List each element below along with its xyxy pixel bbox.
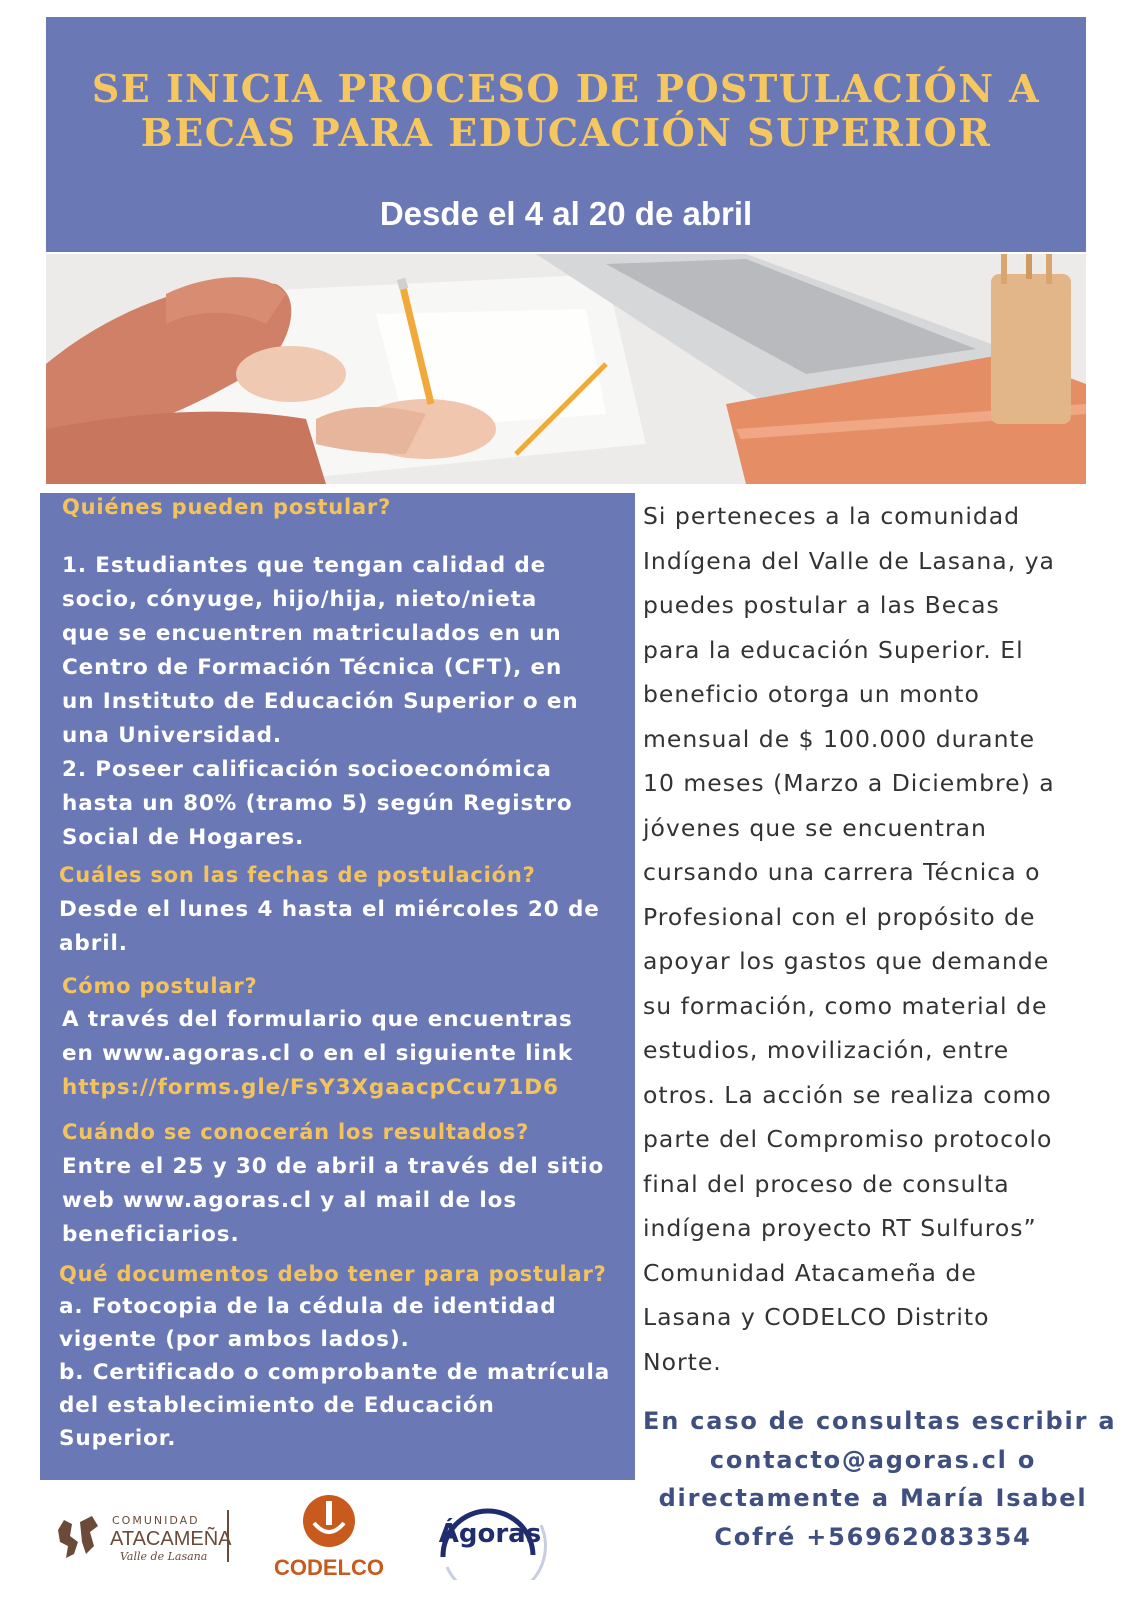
contact-phone: Cofré +56962083354: [714, 1522, 1032, 1551]
answer-text: [59, 893, 600, 961]
form-link[interactable]: https://forms.gle/FsY3XgaacpCcu71D6: [62, 1075, 559, 1100]
contact-line: En caso de consultas escribir a: [643, 1407, 1117, 1435]
paragraph-line: beneficio otorga un monto: [643, 680, 980, 708]
answer-line: 2. Poseer calificación socioeconómica: [62, 757, 552, 782]
title-line: SE INICIA PROCESO DE POSTULACIÓN A: [91, 66, 1041, 111]
paragraph-line: Profesional con el propósito de: [643, 902, 1036, 931]
contact-email[interactable]: contacto@agoras.cl o: [709, 1445, 1037, 1474]
page-title: [86, 67, 1046, 155]
question-heading: Qué documentos debo tener para postular?: [59, 1262, 607, 1286]
question-heading: Quiénes pueden postular?: [62, 495, 392, 519]
answer-line: un Instituto de Educación Superior o en: [62, 689, 579, 714]
answer-text: [62, 1150, 604, 1252]
atacamena-top-text: COMUNIDAD: [112, 1514, 200, 1527]
answer-line: 1. Estudiantes que tengan calidad de: [62, 553, 547, 578]
paragraph-line: otros. La acción se realiza como: [643, 1080, 1052, 1109]
paragraph-line: 10 meses (Marzo a Diciembre) a: [643, 769, 1055, 797]
answer-line: socio, cónyuge, hijo/hija, nieto/nieta: [62, 587, 538, 612]
paragraph-line: cursando una carrera Técnica o: [643, 858, 1041, 886]
answer-line: Desde el lunes 4 hasta el miércoles 20 de: [59, 897, 600, 922]
atacamena-sub-text: Valle de Lasana: [120, 1550, 208, 1563]
answer-line: A través del formulario que encuentras: [62, 1007, 573, 1032]
answer-line: Social de Hogares.: [62, 825, 305, 850]
paragraph-line: estudios, movilización, entre: [643, 1036, 1010, 1064]
codelco-text: CODELCO: [274, 1555, 384, 1580]
question-heading: Cuándo se conocerán los resultados?: [62, 1120, 530, 1144]
answer-line: en www.agoras.cl o en el siguiente link: [62, 1041, 574, 1066]
paragraph-line: indígena proyecto RT Sulfuros”: [643, 1214, 1037, 1242]
answer-line: hasta un 80% (tramo 5) según Registro: [62, 791, 573, 816]
paragraph-line: jóvenes que se encuentran: [643, 813, 987, 842]
question-heading: Cómo postular?: [62, 974, 258, 998]
paragraph-line: apoyar los gastos que demande: [643, 947, 1050, 975]
paragraph-line: mensual de $ 100.000 durante: [643, 724, 1036, 753]
question-heading: Cuáles son las fechas de postulación?: [59, 863, 536, 887]
contact-info: [643, 1402, 1117, 1556]
paragraph-line: Si perteneces a la comunidad: [643, 502, 1021, 530]
paragraph-line: para la educación Superior. El: [643, 635, 1024, 664]
atacamena-figure-icon: [58, 1520, 78, 1558]
description-paragraph: [643, 494, 1103, 1384]
answer-line: a. Fotocopia de la cédula de identidad: [59, 1294, 557, 1319]
answer-line: b. Certificado o comprobante de matrícula: [59, 1360, 611, 1385]
answer-line: Centro de Formación Técnica (CFT), en: [62, 655, 563, 680]
answer-line: una Universidad.: [62, 723, 282, 748]
answer-text: [62, 549, 579, 855]
paragraph-line: Norte.: [643, 1347, 722, 1376]
answer-text: [62, 1003, 573, 1105]
answer-line: abril.: [59, 931, 128, 956]
answer-line: Superior.: [59, 1426, 177, 1451]
atacamena-logo: [52, 1502, 237, 1568]
hero-photo: [46, 254, 1086, 484]
paragraph-line: parte del Compromiso protocolo: [643, 1125, 1053, 1153]
answer-line: Entre el 25 y 30 de abril a través del sitio: [62, 1154, 605, 1179]
agoras-text: Ágoras: [438, 1519, 542, 1549]
answer-line: beneficiarios.: [62, 1222, 240, 1247]
answer-text: [59, 1290, 610, 1455]
paragraph-line: final del proceso de consulta: [643, 1169, 1010, 1198]
header-banner: [46, 17, 1086, 252]
paragraph-line: Comunidad Atacameña de: [643, 1258, 977, 1287]
atacamena-main-text: ATACAMEÑA: [110, 1528, 232, 1550]
faq-panel: [40, 493, 635, 1480]
codelco-logo: [264, 1493, 394, 1583]
paragraph-line: Lasana y CODELCO Distrito: [643, 1303, 990, 1331]
date-subtitle: Desde el 4 al 20 de abril: [379, 195, 753, 232]
paragraph-line: puedes postular a las Becas: [643, 591, 1000, 619]
answer-line: que se encuentren matriculados en un: [62, 621, 562, 646]
agoras-logo: [415, 1485, 565, 1580]
answer-line: web www.agoras.cl y al mail de los: [62, 1188, 518, 1213]
paragraph-line: su formación, como material de: [643, 991, 1048, 1020]
answer-line: vigente (por ambos lados).: [59, 1327, 410, 1352]
paragraph-line: Indígena del Valle de Lasana, ya: [643, 546, 1055, 575]
contact-line: directamente a María Isabel: [658, 1484, 1088, 1512]
title-line: BECAS PARA EDUCACIÓN SUPERIOR: [140, 110, 992, 155]
answer-line: del establecimiento de Educación: [59, 1393, 495, 1418]
